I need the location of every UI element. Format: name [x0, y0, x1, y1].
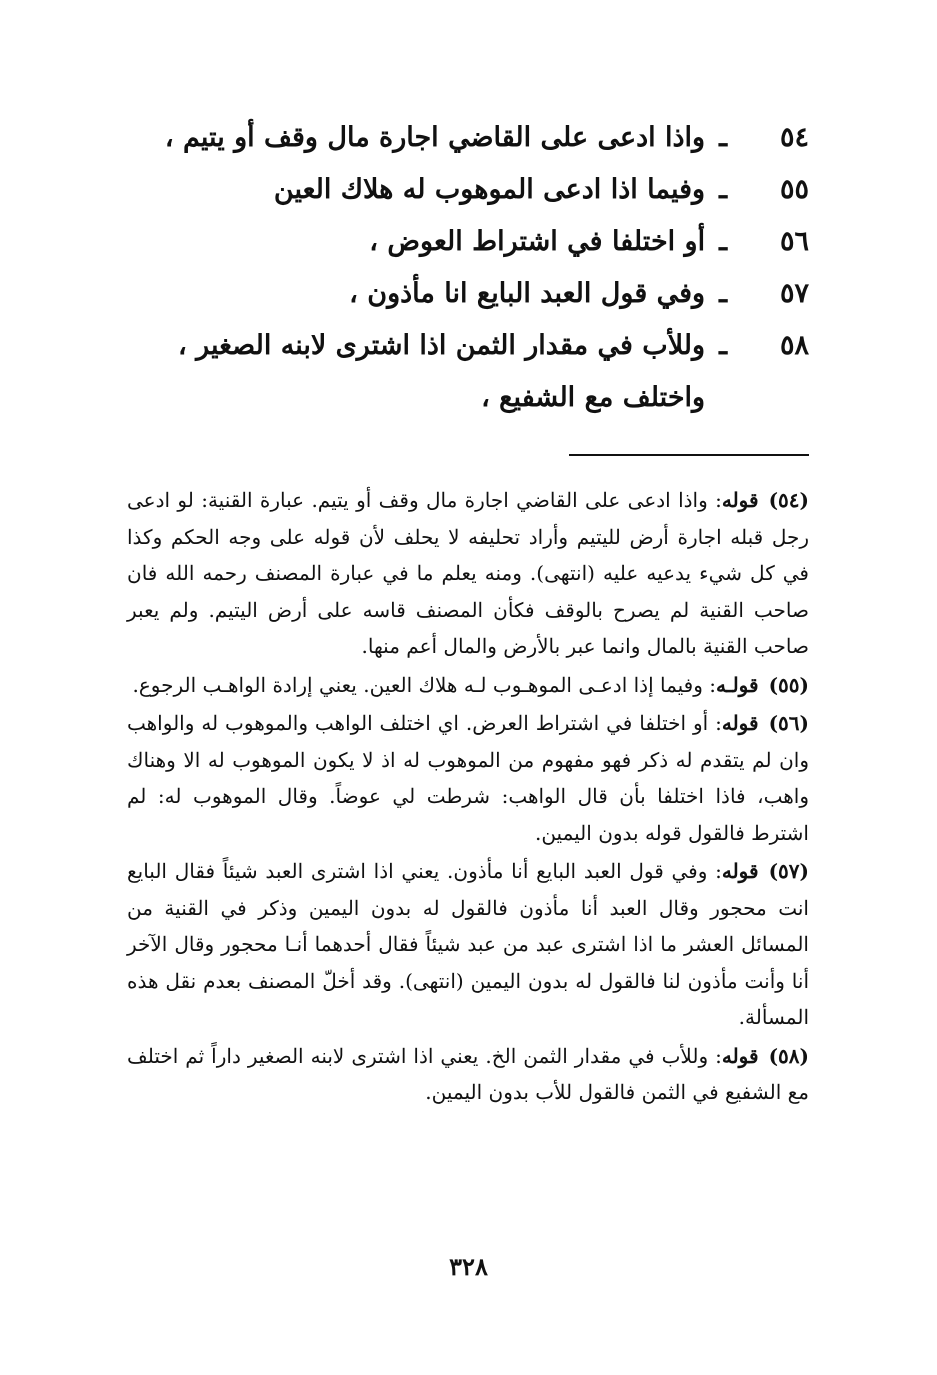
footnote-55 — [127, 667, 809, 704]
item-number: ٥٦ — [779, 226, 809, 257]
page-number: ٣٢٨ — [449, 1252, 488, 1281]
item-number: ٥٤ — [779, 122, 809, 153]
item-number: ٥٨ — [779, 330, 809, 361]
footnote-text: : وفي قول العبد البايع أنا مأذون. يعني اذا اشترى العبد شيئاً فقال البايع انت محجور وقال العبد أنا مأذون فالقول له بدون اليمين وذكر في القنية من المسائل العشر ما اذا اشترى عبد من عبد شيئاً فقال أحدهما أنـا محجور وقال الآخر أنا وأنت مأذون لنا فالقول له بدون اليمين (انتهى). وقد أخلّ المصنف بعدم نقل هذه المسألة. — [127, 859, 809, 1029]
footnote-number: (٥٦) — [768, 711, 809, 735]
main-item-58 — [109, 320, 809, 424]
item-text: أو اختلفا في اشتراط العوض ، — [369, 226, 706, 257]
item-dash: ـ — [719, 330, 727, 361]
footnote-divider — [569, 454, 809, 456]
footnote-54 — [127, 482, 809, 665]
item-number: ٥٥ — [779, 174, 809, 205]
item-dash: ـ — [719, 174, 727, 205]
item-text: وفي قول العبد البايع انا مأذون ، — [349, 278, 706, 309]
main-item-54 — [109, 112, 809, 164]
footnote-text: : واذا ادعى على القاضي اجارة مال وقف أو يتيم. عبارة القنية: لو ادعى رجل قبله اجارة أرض لليتيم وأراد تحليفه لا يحلف لأن قوله على وجه الحكم وكذا في كل شيء يدعيه عليه (انتهى). ومنه يعلم ما في عبارة المصنف رحمه الله فان صاحب القنية لم يصرح بالوقف فكأن المصنف قاسه على أرض اليتيم. ولم يعبر صاحب القنية بالمال وانما عبر بالأرض والمال أعم منها. — [127, 488, 809, 658]
footnote-keyword: قوله — [721, 488, 759, 512]
item-number: ٥٧ — [779, 278, 809, 309]
footnote-keyword: قوله — [721, 1043, 759, 1068]
footnote-keyword: قوله — [721, 859, 759, 883]
footnote-number: (٥٧) — [768, 859, 809, 883]
footnote-text: : وفيما إذا ادعـى الموهـوب لـه هلاك العين. يعني إرادة الواهـب الرجوع. — [132, 672, 716, 697]
item-dash: ـ — [719, 226, 727, 257]
footnote-number: (٥٤) — [768, 488, 809, 512]
item-text: وفيما اذا ادعى الموهوب له هلاك العين — [273, 174, 706, 205]
footnote-58 — [127, 1038, 809, 1111]
footnote-keyword: قولـه — [716, 672, 759, 697]
main-text-block — [109, 112, 809, 424]
footnote-text: : وللأب في مقدار الثمن الخ. يعني اذا اشترى لابنه الصغير داراً ثم اختلف مع الشفيع في الثمن فالقول للأب بدون اليمين. — [127, 1043, 809, 1104]
footnote-keyword: قوله — [721, 711, 759, 735]
footnotes-block — [127, 482, 809, 1113]
item-text: وللأب في مقدار الثمن اذا اشترى لابنه الصغير ، واختلف مع الشفيع ، — [178, 330, 706, 413]
item-dash: ـ — [719, 278, 727, 309]
footnote-number: (٥٨) — [768, 1043, 809, 1068]
item-text: واذا ادعى على القاضي اجارة مال وقف أو يتيم ، — [164, 122, 706, 153]
item-dash: ـ — [719, 122, 727, 153]
main-item-55 — [109, 164, 809, 216]
footnote-text: : أو اختلفا في اشتراط العرض. اي اختلف الواهب والموهوب له والواهب وان لم يتقدم له ذكر فهو مفهوم من الموهوب له اذ لا يكون الموهوب له الا وهناك واهب، فاذا اختلفا بأن قال الواهب: شرطت لي عوضاً. وقال الموهوب له: لم اشترط فالقول قوله بدون اليمين. — [127, 711, 809, 845]
footnote-57 — [127, 853, 809, 1036]
footnote-number: (٥٥) — [768, 672, 809, 697]
footnote-56 — [127, 705, 809, 851]
main-item-57 — [109, 268, 809, 320]
main-item-56 — [109, 216, 809, 268]
